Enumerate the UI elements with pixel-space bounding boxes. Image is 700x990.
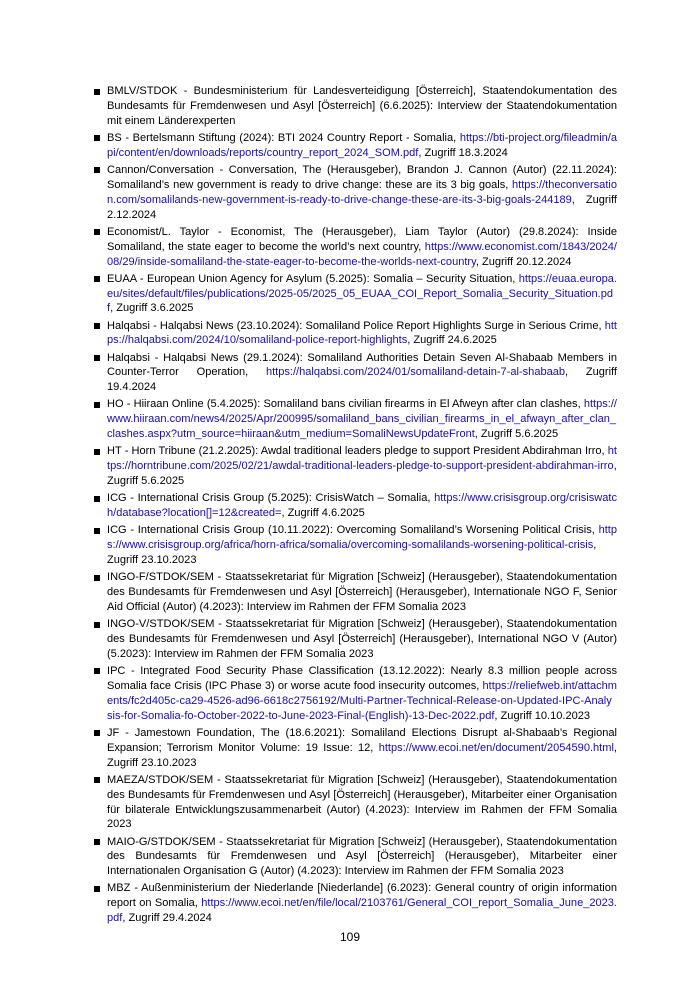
bullet-icon [94,89,100,95]
reference-access-date: , Zugriff 2.12.2024 [107,193,617,221]
reference-item [94,570,617,615]
reference-link[interactable]: https://www.crisisgroup.org/africa/horn-africa/somalia/overcoming-somalilands-worsening-political-crisis [107,524,617,552]
reference-link[interactable]: https://halqabsi.com/2024/01/somaliland-detain-7-al-shabaab [265,366,566,379]
reference-text: Economist/L. Taylor - Economist, The (Herausgeber), Liam Taylor (Autor) (29.8.2024): Inside Somaliland, the state eager to become the world’s next country, [107,225,617,253]
reference-text: ICG - International Crisis Group (5.2025): CrisisWatch – Somalia, [107,492,435,505]
bullet-icon [94,622,100,628]
reference-text: HT - Horn Tribune (21.2.2025): Awdal traditional leaders pledge to support President Abdirahman Irro, [107,445,608,458]
reference-link[interactable]: https://horntribune.com/2025/02/21/awdal-traditional-leaders-pledge-to-support-president-abdirahman-irro [107,445,617,473]
reference-access-date: , Zugriff 23.10.2023 [107,539,597,567]
bullet-icon [94,528,100,534]
reference-item [94,163,617,223]
reference-text: IPC - Integrated Food Security Phase Classification (13.12.2022): Nearly 8.3 million people across Somalia face Crisis (IPC Phase 3) or worse acute food insecurity outcomes, [107,664,617,692]
reference-access-date: , Zugriff 19.4.2024 [107,366,617,394]
reference-item [94,351,617,396]
reference-link[interactable]: https://www.hiiraan.com/news4/2025/Apr/200995/somaliland_bans_civilian_firearms_in_el_afwayn_after_clan_clashes.aspx?utm_source=hiiraan&utm_medium=SomaliNewsUpdateFront [107,398,617,441]
bullet-icon [94,135,100,141]
bullet-icon [94,449,100,455]
bullet-icon [94,575,100,581]
reference-access-date: , Zugriff 5.6.2025 [474,428,559,441]
bullet-icon [94,668,100,674]
reference-text: Cannon/Conversation - Conversation, The (Herausgeber), Brandon J. Cannon (Autor) (22.11.2024): Somaliland’s new government is ready to drive change: these are its 3 big goals, [107,163,617,191]
reference-access-date: , Zugriff 18.3.2024 [418,146,508,159]
reference-text: ICG - International Crisis Group (10.11.2022): Overcoming Somaliland’s Worsening Political Crisis, [107,524,599,537]
reference-link[interactable]: https://www.ecoi.net/en/file/local/2103761/General_COI_report_Somalia_June_2023.pdf [107,897,617,925]
reference-item [94,881,617,926]
reference-link[interactable]: https://halqabsi.com/2024/10/somaliland-police-report-highlights [107,319,617,347]
bullet-icon [94,886,100,892]
reference-link[interactable]: https://euaa.europa.eu/sites/default/files/publications/2025-05/2025_05_EUAA_COI_Report_Somalia_Security_Situation.pdf [107,272,617,315]
reference-link[interactable]: https://www.crisisgroup.org/crisiswatch/database?location[]=12&created= [107,492,617,520]
reference-text: MAEZA/STDOK/SEM - Staatssekretariat für Migration [Schweiz] (Herausgeber), Staatendokumentation des Bundesamts für Fremdenwesen und Asyl [Österreich] (Herausgeber), Mitarbeiter einer Organisation für bilaterale Entwicklungszusammenarbeit (Autor) (4.2023): Interview im Rahmen der FFM Somalia 2023 [107,773,617,831]
reference-text: Halqabsi - Halqabsi News (29.1.2024): Somaliland Authorities Detain Seven Al-Shabaab Members in Counter-Terror Operation, [107,351,617,379]
reference-text: JF - Jamestown Foundation, The (18.6.2021): Somaliland Elections Disrupt al-Shabaab’s Regional Expansion; Terrorism Monitor Volume: 19 Issue: 12, [107,726,617,754]
reference-text: MBZ - Außenministerium der Niederlande [Niederlande] (6.2023): General country of origin information report on Somalia, [107,882,617,910]
reference-item [94,617,617,662]
reference-link[interactable]: https://reliefweb.int/attachments/fc2d405c-ca29-4526-ad96-6618c2756192/Multi-Partner-Technical-Release-on-Updated-IPC-Analysis-for-Somalia-fo-October-2022-to-June-2023-Final-(English)-13-Dec-2022.pdf [107,679,617,722]
reference-access-date: , Zugriff 23.10.2023 [107,741,617,769]
bullet-icon [94,355,100,361]
reference-access-date: , Zugriff 29.4.2024 [122,912,212,925]
bullet-icon [94,167,100,173]
bullet-icon [94,323,100,329]
reference-item [94,835,617,880]
reference-link[interactable]: https://theconversation.com/somalilands-new-government-is-ready-to-drive-change-these-are-its-3-big-goals-244189 [107,178,617,206]
reference-text: BS - Bertelsmann Stiftung (2024): BTI 2024 Country Report - Somalia, [107,131,460,144]
bullet-icon [94,496,100,502]
reference-link[interactable]: https://www.economist.com/1843/2024/08/29/inside-somaliland-the-state-eager-to-become-the-worlds-next-country [107,240,617,268]
reference-item [94,523,617,568]
reference-access-date: , Zugriff 24.6.2025 [407,334,497,347]
reference-item [94,272,617,317]
bullet-icon [94,730,100,736]
reference-link[interactable]: https://bti-project.org/fileadmin/api/content/en/downloads/reports/country_report_2024_SOM.pdf [107,131,617,159]
bullet-icon [94,777,100,783]
bullet-icon [94,276,100,282]
reference-access-date: , Zugriff 4.6.2025 [281,507,365,520]
reference-text: INGO-V/STDOK/SEM - Staatssekretariat für Migration [Schweiz] (Herausgeber), Staatendokumentation des Bundesamts für Fremdenwesen und Asyl [Österreich] (Herausgeber), International NGO V (Autor) (5.2023): Interview im Rahmen der FFM Somalia 2023 [107,618,617,660]
reference-list [94,84,617,928]
bullet-icon [94,402,100,408]
reference-item [94,726,617,771]
reference-item [94,491,617,521]
reference-access-date: , Zugriff 5.6.2025 [107,460,617,488]
reference-item [94,444,617,489]
reference-text: EUAA - European Union Agency for Asylum (5.2025): Somalia – Security Situation, [107,272,519,285]
reference-item [94,773,617,833]
bullet-icon [94,229,100,235]
reference-item [94,664,617,724]
reference-item [94,131,617,161]
reference-access-date: , Zugriff 20.12.2024 [475,255,572,268]
reference-item [94,319,617,349]
reference-text: INGO-F/STDOK/SEM - Staatssekretariat für Migration [Schweiz] (Herausgeber), Staatendokumentation des Bundesamts für Fremdenwesen und Asyl [Österreich] (Herausgeber), Internationale NGO F, Senior Aid Official (Autor) (4.2023): Interview im Rahmen der FFM Somalia 2023 [107,571,617,613]
bullet-icon [94,839,100,845]
reference-access-date: , Zugriff 3.6.2025 [110,302,194,315]
reference-item [94,225,617,270]
reference-text: MAIO-G/STDOK/SEM - Staatssekretariat für Migration [Schweiz] (Herausgeber), Staatendokumentation des Bundesamts für Fremdenwesen und Asyl [Österreich] (Herausgeber), Mitarbeiter einer Internationalen Organisation G (Autor) (4.2023): Interview im Rahmen der FFM Somalia 2023 [107,835,617,878]
reference-link[interactable]: https://www.ecoi.net/en/document/2054590.html [378,741,614,754]
reference-text: HO - Hiiraan Online (5.4.2025): Somaliland bans civilian firearms in El Afweyn after clan clashes, [107,398,584,411]
reference-access-date: , Zugriff 10.10.2023 [494,709,591,722]
reference-item [94,397,617,442]
page-number: 109 [339,930,361,944]
reference-text: Halqabsi - Halqabsi News (23.10.2024): Somaliland Police Report Highlights Surge in Serious Crime, [107,319,605,332]
reference-item [94,84,617,129]
reference-text: BMLV/STDOK - Bundesministerium für Landesverteidigung [Österreich], Staatendokumentation des Bundesamts für Fremdenwesen und Asyl [Österreich] (6.6.2025): Interview der Staatendokumentation mit einem Länderexperten [107,85,617,127]
